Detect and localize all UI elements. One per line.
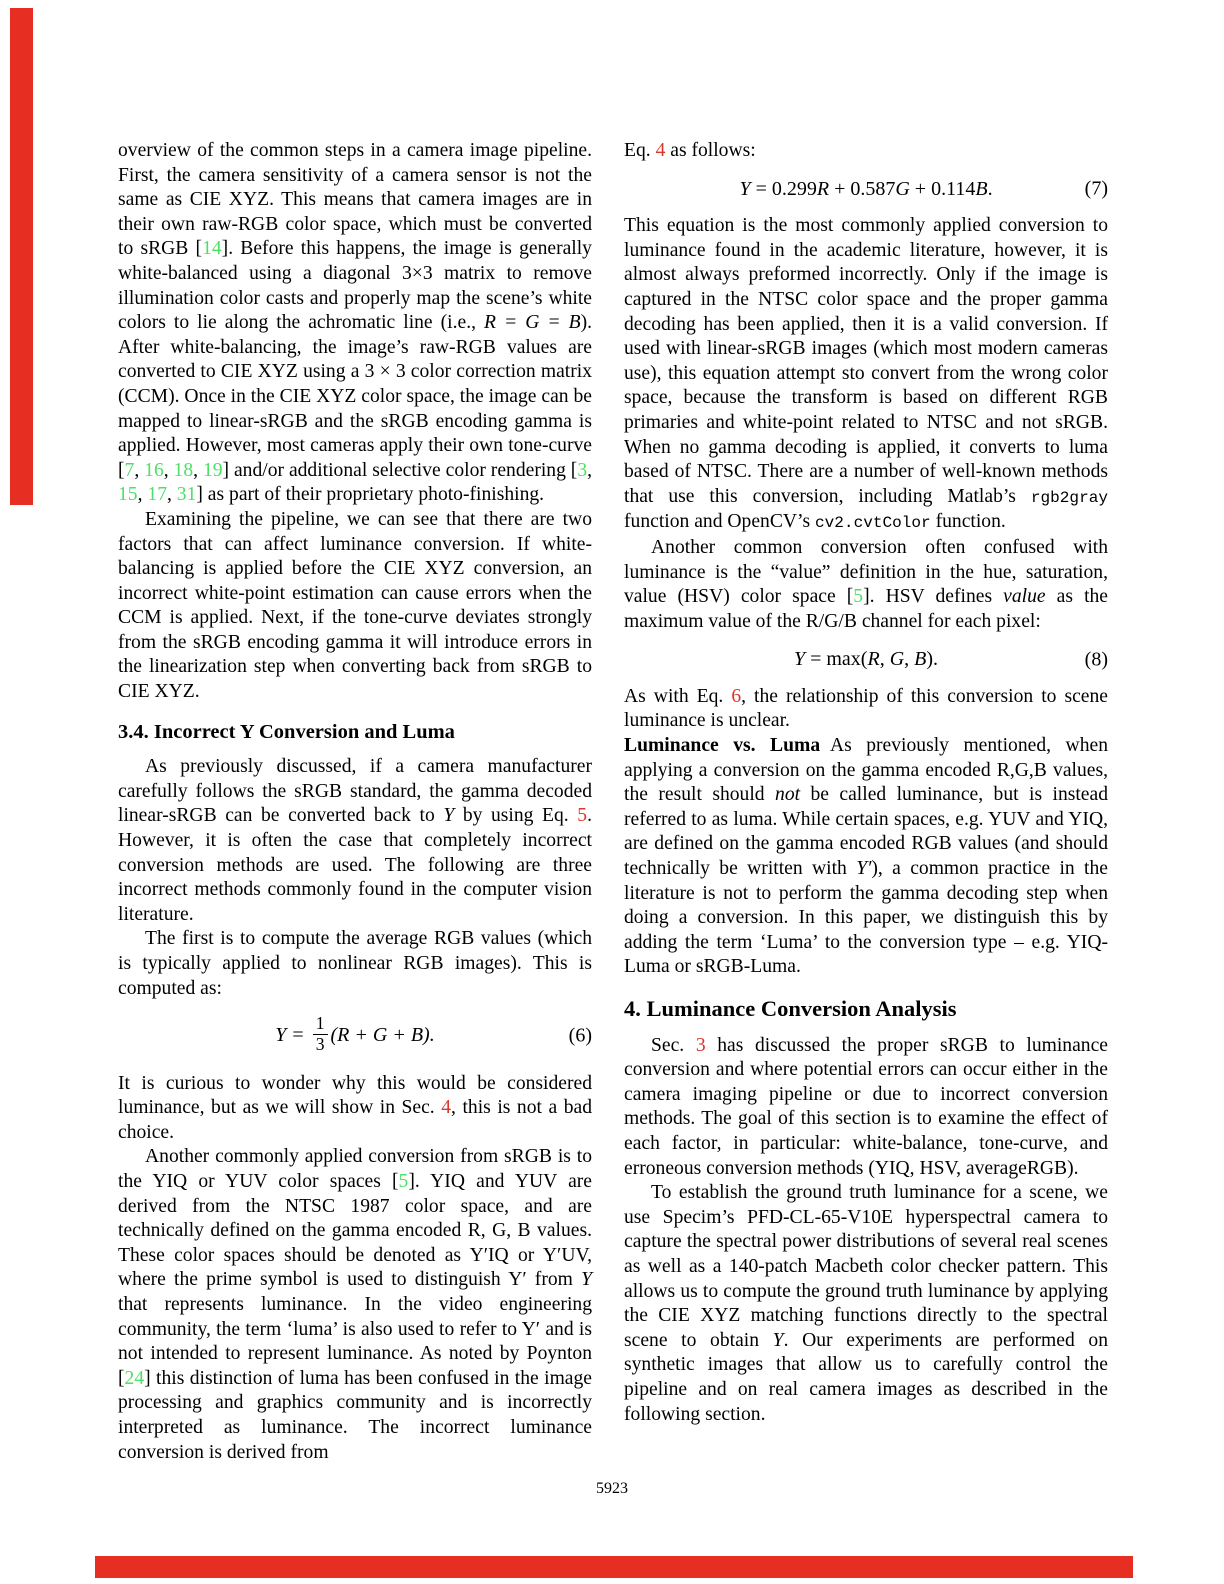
paragraph-ntsc-conversion: This equation is the most commonly applied conversion to luminance found in the academic literature, however, it is almost always preformed incorrectly. Only if the image is captured in the NTSC color space and the proper gamma decoding has been applied, then it is a valid conversion. If used with linear-sRGB images (which most modern cameras use), this equation attempt sto convert from the wrong color space, because the transform is based on different RGB primaries and white-point related to NTSC and not sRGB. When no gamma decoding is applied, it converts to luma based of NTSC. There are a number of well-known methods that use this conversion, including Matlab’s rgb2gray function and OpenCV’s cv2.cvtColor function.	[624, 215, 1108, 533]
code-inline: cv2.cvtColor	[815, 514, 931, 533]
paragraph-hsv-value: Another common conversion often confused with luminance is the “value” definition in the hue, saturation, value (HSV) color space [5]. HSV defines value as the maximum value of the R/G/B channel for each pixel:	[624, 536, 1109, 632]
math-var: R = G = B	[484, 312, 581, 334]
citation-ref[interactable]: 5	[853, 586, 864, 608]
citation-ref[interactable]: 15	[118, 484, 138, 506]
citation-ref[interactable]: 31	[176, 484, 197, 506]
paragraph-section-goal: Sec. 3 has discussed the proper sRGB to luminance conversion and where potential errors can occur either in the camera imaging pipeline or due to incorrect conversion methods. The goal of this section is to examine the effect of each factor, in particular: white-balance, tone-curve, and erroneous conversion methods (YIQ, HSV, averageRGB).	[624, 1034, 1108, 1179]
citation-ref[interactable]: 16	[144, 459, 164, 481]
math-var: R	[867, 648, 880, 671]
citation-ref[interactable]: 3	[577, 459, 588, 481]
paragraph-incorrect-conversion-intro: As previously discussed, if a camera manufacturer carefully follows the sRGB standard, the gamma decoded linear-sRGB can be converted back to Y by using Eq. 5. However, it is often the case that completely incorrect conversion methods are used. The following are three incorrect methods commonly found in the computer vision literature.	[118, 756, 592, 925]
paragraph-average-rgb: The first is to compute the average RGB values (which is typically applied to nonlinear RGB images). This is computed as:	[118, 928, 592, 999]
equation-8	[624, 647, 1108, 672]
math-var: B	[914, 648, 927, 671]
section-heading-4: 4. Luminance Conversion Analysis	[624, 996, 957, 1021]
math-var: Y	[739, 177, 751, 200]
math-num: = 0.299	[750, 177, 817, 200]
equation-6-body	[118, 1013, 592, 1056]
cross-ref[interactable]: 6	[731, 685, 742, 707]
right-column	[624, 139, 1108, 1427]
cross-ref[interactable]: 5	[577, 805, 588, 827]
paragraph-examining-pipeline: Examining the pipeline, we can see that there are two factors that can affect luminance conversion. If white-balancing is applied before the CIE XYZ conversion, an incorrect white-point estimation can cause errors when the CCM is applied. Next, if the tone-curve deviates strongly from the sRGB encoding gamma it will introduce errors in the linearization step when converting back from sRGB to CIE XYZ.	[118, 508, 592, 703]
math-var: Y	[772, 1329, 784, 1351]
math-num: = max(	[805, 648, 868, 671]
italic-text: Y′	[856, 858, 872, 880]
section-heading-3-4: 3.4. Incorrect Y Conversion and Luma	[118, 720, 455, 743]
math-var: B	[975, 177, 988, 200]
equation-6	[118, 1013, 592, 1056]
citation-ref[interactable]: 17	[147, 484, 167, 506]
red-highlight-bar-bottom	[95, 1556, 1133, 1578]
equation-7	[624, 177, 1108, 202]
equation-7-body	[624, 177, 1108, 202]
fraction-denominator: 3	[315, 1033, 325, 1054]
equation-number: (6)	[568, 1025, 592, 1048]
math-var: R	[816, 177, 830, 200]
paragraph-eq6-relationship: As with Eq. 6, the relationship of this conversion to scene luminance is unclear.	[624, 685, 1108, 732]
math-expression: (R + G + B).	[330, 1023, 435, 1046]
math-num: + 0.587	[829, 177, 896, 200]
math-var: Y	[443, 805, 455, 827]
math-var: Y	[275, 1023, 287, 1046]
math-num: ).	[926, 648, 939, 671]
equation-number: (8)	[1084, 648, 1108, 671]
red-highlight-bar-left	[10, 8, 33, 505]
paragraph-luminance-vs-luma: Luminance vs. Luma As previously mentioned, when applying a conversion on the gamma encoded R,G,B values, the result should not be called luminance, but is instead referred to as luma. While certain spaces, e.g. YUV and YIQ, are defined on the gamma encoded RGB values (and should technically be written with Y′), a common practice in the literature is not to perform the gamma decoding step when doing a conversion. In this paper, we distinguish this by adding the term ‘Luma’ to the conversion type – e.g. YIQ-Luma or sRGB-Luma.	[624, 735, 1109, 978]
italic-text: value	[1003, 586, 1046, 608]
cross-ref[interactable]: 3	[695, 1034, 706, 1056]
citation-ref[interactable]: 19	[202, 459, 223, 481]
math-var: Y	[581, 1269, 592, 1291]
citation-ref[interactable]: 14	[202, 238, 222, 260]
paragraph-curious-luminance: It is curious to wonder why this would be considered luminance, but as we will show in Sec. 4, this is not a bad choice.	[118, 1072, 593, 1143]
math-var: G	[889, 648, 905, 671]
paragraph-pipeline-overview: overview of the common steps in a camera image pipeline. First, the camera sensitivity of a camera sensor is not the same as CIE XYZ. This means that camera images are in their own raw-RGB color space, which must be converted to sRGB [14]. Before this happens, the image is generally white-balanced using a diagonal 3×3 matrix to remove illumination color casts and properly map the scene’s white colors to lie along the achromatic line (i.e., R = G = B). After white-balancing, the image’s raw-RGB values are converted to CIE XYZ using a 3 × 3 color correction matrix (CCM). Once in the CIE XYZ color space, the image can be mapped to linear-sRGB and the sRGB encoding gamma is applied. However, most cameras apply their own tone-curve [7, 16, 18, 19] and/or additional selective color rendering [3, 15, 17, 31] as part of their proprietary photo-finishing.	[118, 140, 593, 506]
math-operator: =	[292, 1023, 304, 1046]
cross-ref[interactable]: 4	[655, 140, 666, 161]
code-inline: rgb2gray	[1030, 488, 1108, 507]
equation-number: (7)	[1084, 177, 1108, 200]
math-var: Y	[793, 648, 806, 671]
bold-text: Luminance vs. Luma	[624, 735, 821, 757]
equation-8-body	[624, 647, 1108, 672]
italic-text: not	[775, 784, 801, 806]
citation-ref[interactable]: 7	[124, 459, 135, 481]
left-column	[118, 139, 592, 1465]
page-number: 5923	[596, 1480, 628, 1497]
paragraph-yiq-yuv: Another commonly applied conversion from sRGB is to the YIQ or YUV color spaces [5]. YIQ and YUV are derived from the NTSC 1987 color space, and are technically defined on the gamma encoded R, G, B values. These color spaces should be denoted as Y′IQ or Y′UV, where the prime symbol is used to distinguish Y′ from Y that represents luminance. In the video engineering community, the term ‘luma’ is also used to refer to Y′ and is not intended to represent luminance. As noted by Poynton [24] this distinction of luma has been confused in the image processing and graphics community and is incorrectly interpreted as luminance. The incorrect luminance conversion is derived from	[118, 1146, 592, 1463]
fraction	[313, 1014, 328, 1054]
citation-ref[interactable]: 5	[398, 1170, 409, 1192]
paragraph-ground-truth: To establish the ground truth luminance for a scene, we use Specim’s PFD-CL-65-V10E hyperspectral camera to capture the spectral power distributions of several real scenes as well as a 140-patch Macbeth color checker pattern. This allows us to compute the ground truth luminance by applying the CIE XYZ matching functions directly to the spectral scene to obtain Y. Our experiments are performed on synthetic images that allow us to carefully control the pipeline and on real camera images as described in the following section.	[624, 1182, 1108, 1425]
paragraph-eq4-follows: Eq. 4 as follows:	[624, 140, 756, 161]
math-num: .	[987, 177, 993, 200]
fraction-numerator: 1	[313, 1014, 328, 1035]
citation-ref[interactable]: 24	[124, 1367, 145, 1389]
math-var: G	[895, 177, 910, 200]
citation-ref[interactable]: 18	[173, 459, 194, 481]
cross-ref[interactable]: 4	[441, 1097, 452, 1119]
math-num: ,	[879, 648, 890, 671]
math-num: + 0.114	[909, 177, 976, 200]
math-num: ,	[904, 648, 915, 671]
